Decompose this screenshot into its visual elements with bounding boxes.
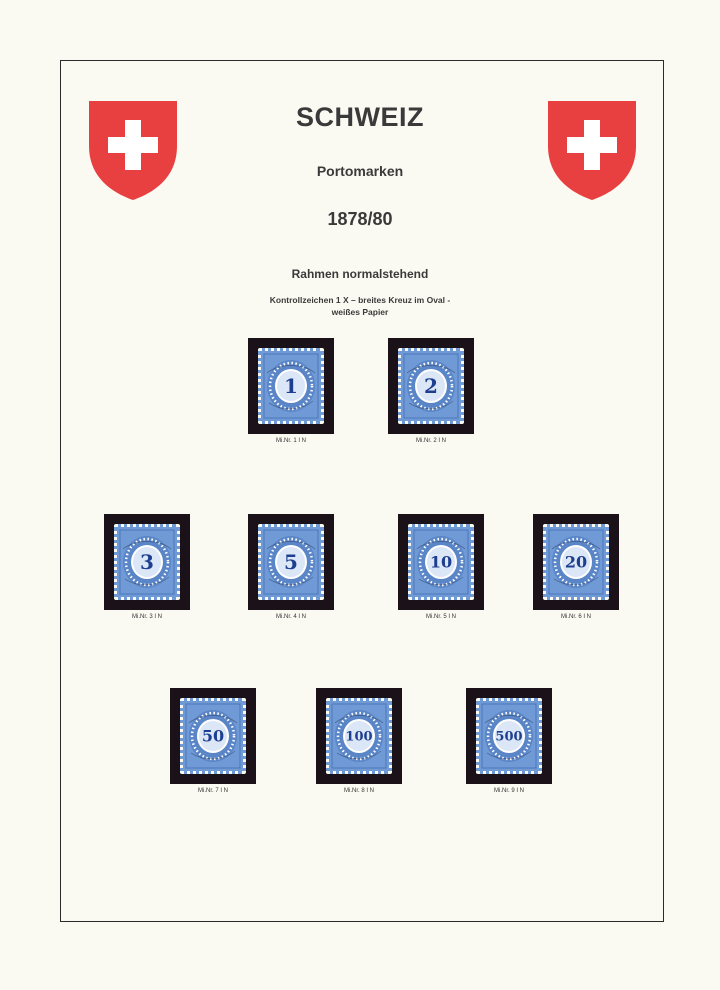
stamp-caption: Mi.Nr. 1 I N xyxy=(275,438,306,444)
stamp-caption: Mi.Nr. 4 I N xyxy=(275,614,306,620)
stamp-item xyxy=(466,688,552,794)
stamp-design-icon xyxy=(546,527,606,597)
page-subtitle: Portomarken xyxy=(316,163,404,179)
control-note-line1: Kontrollzeichen 1 X – breites Kreuz im Oval - xyxy=(269,295,451,305)
stamp-value: 20 xyxy=(564,552,588,572)
stamp-mount xyxy=(248,514,334,610)
stamp-design-icon xyxy=(261,527,321,597)
stamp-mount xyxy=(388,338,474,434)
stamp-design-icon xyxy=(261,351,321,421)
postage-due-stamp xyxy=(258,524,324,600)
postage-due-stamp xyxy=(180,698,246,774)
stamp-value: 1 xyxy=(284,374,298,398)
stamp-mount xyxy=(533,514,619,610)
postage-due-stamp xyxy=(408,524,474,600)
stamp-item xyxy=(248,514,334,620)
stamp-design-icon xyxy=(411,527,471,597)
stamp-mount xyxy=(170,688,256,784)
stamp-mount xyxy=(104,514,190,610)
stamp-item xyxy=(533,514,619,620)
stamp-item xyxy=(104,514,190,620)
stamp-design-icon xyxy=(479,701,539,771)
stamp-caption: Mi.Nr. 3 I N xyxy=(131,614,162,620)
postage-due-stamp xyxy=(326,698,392,774)
page-title: SCHWEIZ xyxy=(296,102,424,132)
stamp-value: 10 xyxy=(429,552,453,572)
stamp-item xyxy=(388,338,474,444)
postage-due-stamp xyxy=(543,524,609,600)
stamp-caption: Mi.Nr. 5 I N xyxy=(425,614,456,620)
stamp-value: 3 xyxy=(140,550,154,574)
stamp-caption: Mi.Nr. 2 I N xyxy=(415,438,446,444)
stamp-mount xyxy=(316,688,402,784)
stamp-mount xyxy=(248,338,334,434)
stamp-item xyxy=(170,688,256,794)
stamp-item xyxy=(248,338,334,444)
stamp-value: 500 xyxy=(495,729,523,745)
stamp-mount xyxy=(398,514,484,610)
postage-due-stamp xyxy=(476,698,542,774)
stamp-caption: Mi.Nr. 6 I N xyxy=(560,614,591,620)
stamp-value: 100 xyxy=(345,729,373,745)
stamp-caption: Mi.Nr. 9 I N xyxy=(493,788,524,794)
stamp-value: 2 xyxy=(424,374,438,398)
stamp-caption: Mi.Nr. 7 I N xyxy=(197,788,228,794)
stamp-value: 5 xyxy=(284,550,298,574)
postage-due-stamp xyxy=(258,348,324,424)
postage-due-stamp xyxy=(398,348,464,424)
stamp-value: 50 xyxy=(201,726,225,746)
stamp-design-icon xyxy=(183,701,243,771)
stamp-item xyxy=(316,688,402,794)
control-note xyxy=(0,294,720,318)
control-note-line2: weißes Papier xyxy=(331,307,389,317)
stamp-item xyxy=(398,514,484,620)
postage-due-stamp xyxy=(114,524,180,600)
issue-years: 1878/80 xyxy=(327,209,393,229)
stamp-design-icon xyxy=(329,701,389,771)
stamp-mount xyxy=(466,688,552,784)
stamp-design-icon xyxy=(117,527,177,597)
frame-note: Rahmen normalstehend xyxy=(291,267,429,281)
stamp-design-icon xyxy=(401,351,461,421)
stamp-caption: Mi.Nr. 8 I N xyxy=(343,788,374,794)
